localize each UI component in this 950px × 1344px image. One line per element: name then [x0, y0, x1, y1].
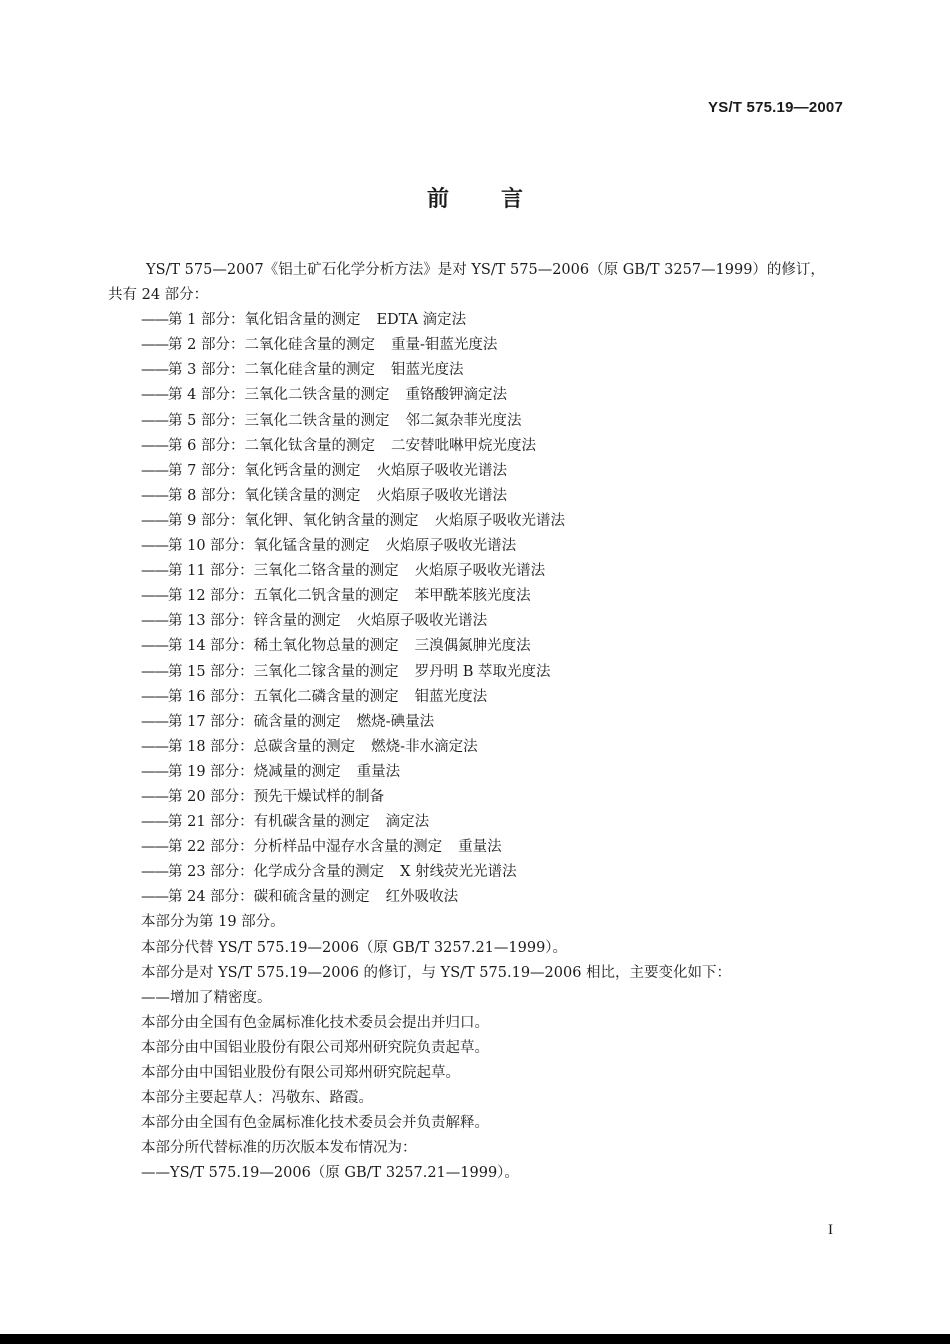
- bottom-rule: [0, 1334, 950, 1344]
- part-method: 火焰原子吸收光谱法: [434, 512, 565, 529]
- part-method: 重铬酸钾滴定法: [405, 387, 507, 404]
- part-method: EDTA 滴定法: [376, 312, 467, 329]
- dash-marker: ——: [141, 437, 168, 454]
- part-item: [108, 409, 848, 434]
- part-method: 二安替吡啉甲烷光度法: [390, 437, 536, 454]
- dash-marker: ——: [141, 713, 168, 730]
- part-label: 第 5 部分：三氧化二铁含量的测定: [168, 412, 390, 429]
- part-method: 邻二氮杂菲光度法: [405, 412, 522, 429]
- statement-proposed-by: 本部分由全国有色金属标准化技术委员会提出并归口。: [141, 1014, 489, 1031]
- part-item: [108, 484, 848, 509]
- part-method: 红外吸收法: [385, 889, 459, 906]
- part-method: 火焰原子吸收光谱法: [376, 462, 507, 479]
- part-item: [108, 785, 848, 810]
- part-method: 燃烧-非水滴定法: [371, 738, 478, 755]
- part-item: [108, 559, 848, 584]
- part-method: 三溴偶氮胂光度法: [414, 638, 531, 655]
- dash-marker: ——: [141, 412, 168, 429]
- part-label: 第 13 部分：锌含量的测定: [168, 613, 341, 630]
- part-method: 重量法: [458, 839, 502, 856]
- part-label: 第 22 部分：分析样品中湿存水含量的测定: [168, 839, 443, 856]
- dash-marker: ——: [141, 864, 168, 881]
- part-item: [108, 660, 848, 685]
- statement-revision: 本部分是对 YS/T 575.19—2006 的修订，与 YS/T 575.19—2006 相比，主要变化如下：: [141, 964, 732, 981]
- part-method: 火焰原子吸收光谱法: [385, 538, 517, 555]
- dash-marker: ——: [141, 663, 168, 680]
- statement-interpretation: 本部分由全国有色金属标准化技术委员会并负责解释。: [141, 1115, 489, 1132]
- part-item: [108, 735, 848, 760]
- part-label: 第 9 部分：氧化钾、氧化钠含量的测定: [168, 512, 419, 529]
- dash-marker: ——: [141, 462, 168, 479]
- part-item: [108, 634, 848, 659]
- part-item: [108, 685, 848, 710]
- part-method: 重量-钼蓝光度法: [390, 337, 498, 354]
- part-method: 苯甲酰苯胲光度法: [414, 588, 531, 605]
- part-label: 第 17 部分：硫含量的测定: [168, 713, 341, 730]
- part-item: [108, 459, 848, 484]
- part-method: 滴定法: [385, 814, 430, 831]
- part-label: 第 16 部分：五氧化二磷含量的测定: [168, 688, 399, 705]
- part-label: 第 23 部分：化学成分含量的测定: [168, 864, 385, 881]
- part-item: [108, 534, 848, 559]
- part-item: [108, 358, 848, 383]
- document-code: YS/T 575.19—2007: [708, 99, 843, 116]
- dash-marker: ——: [141, 337, 168, 354]
- dash-marker: ——: [141, 638, 168, 655]
- statement-history-item: ——YS/T 575.19—2006（原 GB/T 3257.21—1999）。: [141, 1165, 519, 1182]
- part-item: [108, 584, 848, 609]
- statement-drafters: 本部分主要起草人：冯敬东、路霞。: [141, 1090, 373, 1107]
- dash-marker: ——: [141, 563, 168, 580]
- part-label: 第 19 部分：烧减量的测定: [168, 763, 341, 780]
- statement-change-item: ——增加了精密度。: [141, 989, 272, 1006]
- part-label: 第 3 部分：二氧化硅含量的测定: [168, 362, 375, 379]
- part-item: [108, 308, 848, 333]
- dash-marker: ——: [141, 788, 168, 805]
- foreword-body: [108, 258, 848, 1186]
- statement-drafted-by: 本部分由中国铝业股份有限公司郑州研究院起草。: [141, 1065, 460, 1081]
- part-label: 第 20 部分：预先干燥试样的制备: [168, 788, 385, 805]
- part-method: 火焰原子吸收光谱法: [376, 487, 507, 504]
- part-label: 第 10 部分：氧化锰含量的测定: [168, 538, 370, 555]
- part-item: [108, 760, 848, 785]
- part-label: 第 11 部分：三氧化二铬含量的测定: [168, 563, 399, 580]
- dash-marker: ——: [141, 763, 168, 780]
- part-item: [108, 383, 848, 408]
- dash-marker: ——: [141, 538, 168, 555]
- dash-marker: ——: [141, 688, 168, 705]
- part-item: [108, 710, 848, 735]
- dash-marker: ——: [141, 588, 168, 605]
- dash-marker: ——: [141, 487, 168, 504]
- part-label: 第 2 部分：二氧化硅含量的测定: [168, 337, 375, 354]
- statement-history-intro: 本部分所代替标准的历次版本发布情况为：: [141, 1140, 417, 1157]
- dash-marker: ——: [141, 889, 168, 906]
- part-method: 罗丹明 B 萃取光度法: [414, 663, 551, 680]
- part-item: [108, 860, 848, 885]
- part-method: 钼蓝光度法: [390, 362, 464, 379]
- part-label: 第 8 部分：氧化镁含量的测定: [168, 487, 361, 504]
- parts-list: [108, 308, 848, 910]
- part-label: 第 24 部分：碳和硫含量的测定: [168, 889, 370, 906]
- page-number: I: [828, 1222, 833, 1238]
- part-method: X 射线荧光光谱法: [400, 864, 517, 881]
- intro-line-1: YS/T 575—2007《铝土矿石化学分析方法》是对 YS/T 575—2006（原 GB/T 3257—1999）的修订，: [146, 262, 825, 278]
- part-method: 钼蓝光度法: [414, 688, 488, 705]
- part-label: 第 4 部分：三氧化二铁含量的测定: [168, 387, 390, 404]
- part-label: 第 21 部分：有机碳含量的测定: [168, 814, 370, 831]
- part-item: [108, 885, 848, 910]
- page-title: 前言: [426, 187, 575, 212]
- part-label: 第 1 部分：氧化铝含量的测定: [168, 312, 361, 329]
- statement-replaces: 本部分代替 YS/T 575.19—2006（原 GB/T 3257.21—1999）。: [141, 939, 568, 956]
- dash-marker: ——: [141, 738, 168, 755]
- dash-marker: ——: [141, 362, 168, 379]
- statement-part-number: 本部分为第 19 部分。: [141, 914, 285, 931]
- part-item: [108, 509, 848, 534]
- part-method: 火焰原子吸收光谱法: [414, 563, 546, 580]
- part-label: 第 7 部分：氧化钙含量的测定: [168, 462, 361, 479]
- dash-marker: ——: [141, 387, 168, 404]
- part-method: 火焰原子吸收光谱法: [356, 613, 488, 630]
- dash-marker: ——: [141, 839, 168, 856]
- part-label: 第 18 部分：总碳含量的测定: [168, 738, 356, 755]
- part-item: [108, 810, 848, 835]
- dash-marker: ——: [141, 814, 168, 831]
- intro-line-2: 共有 24 部分：: [108, 287, 209, 304]
- part-item: [108, 609, 848, 634]
- statement-drafted-responsible: 本部分由中国铝业股份有限公司郑州研究院负责起草。: [141, 1039, 489, 1056]
- part-label: 第 14 部分：稀土氧化物总量的测定: [168, 638, 399, 655]
- part-label: 第 6 部分：二氧化钛含量的测定: [168, 437, 375, 454]
- dash-marker: ——: [141, 312, 168, 329]
- part-item: [108, 835, 848, 860]
- part-method: 燃烧-碘量法: [356, 713, 435, 730]
- part-label: 第 12 部分：五氧化二钒含量的测定: [168, 588, 399, 605]
- part-item: [108, 333, 848, 358]
- part-label: 第 15 部分：三氧化二镓含量的测定: [168, 663, 399, 680]
- dash-marker: ——: [141, 512, 168, 529]
- part-item: [108, 434, 848, 459]
- part-method: 重量法: [356, 763, 401, 780]
- dash-marker: ——: [141, 613, 168, 630]
